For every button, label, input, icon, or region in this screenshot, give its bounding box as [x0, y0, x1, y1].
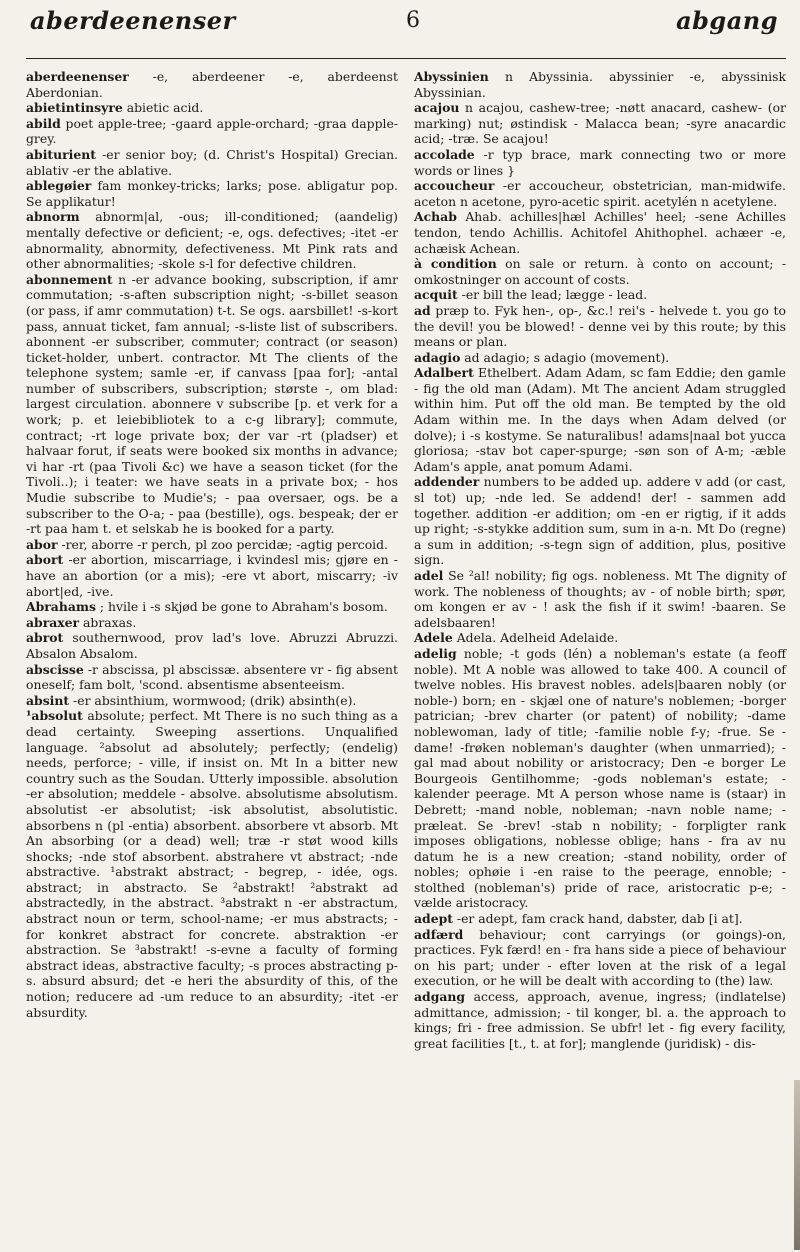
- headword: adelig: [414, 645, 457, 661]
- headword: adagio: [414, 349, 461, 365]
- definition: -er senior boy; (d. Christ's Hospital) Grecian. ablativ -er the ablative.: [26, 146, 398, 178]
- dictionary-entry: [26, 116, 398, 147]
- dictionary-entry: [26, 537, 398, 553]
- definition: n Abyssinia. abyssinier -e, abyssinisk Abyssinian.: [414, 69, 786, 100]
- headword: absint: [26, 692, 70, 708]
- dictionary-entry: [414, 630, 786, 646]
- right-column: [414, 69, 786, 1051]
- definition: Ethelbert. Adam Adam, sc fam Eddie; den gamle - fig the old man (Adam). Mt The ancient Adam struggled within him. Put off the old man. Be tempted by the old Adam within me. In the days when Adam delved (or dolve); i -s kostyme. Se naturalibus! adams|naal bot yucca gloriosa; -stav bot caper-spurge; -søn son of A-m; -æble Adam's apple, anat pomum Adami.: [414, 365, 786, 474]
- page-number: 6: [406, 8, 420, 33]
- dictionary-entry: [26, 552, 398, 599]
- headword: abor: [26, 536, 58, 552]
- definition: -er adept, fam crack hand, dabster, dab [i at].: [452, 911, 743, 927]
- definition: -e, aberdeener -e, aberdeenst Aberdonian.: [26, 69, 398, 100]
- dictionary-entry: [414, 646, 786, 911]
- dictionary-entry: [414, 178, 786, 209]
- dictionary-entry: [414, 350, 786, 366]
- dictionary-entry: [414, 568, 786, 630]
- definition: abraxas.: [79, 614, 137, 630]
- definition: poet apple-tree; -gaard apple-orchard; -graa dapple-grey.: [26, 115, 398, 147]
- dictionary-entry: [414, 69, 786, 100]
- dictionary-entry: [26, 615, 398, 631]
- definition: fam monkey-tricks; larks; pose. abligatur pop. Se applikatur!: [26, 178, 398, 209]
- headword: Adele: [414, 630, 453, 646]
- headword: accolade: [414, 146, 475, 162]
- dictionary-entry: [414, 474, 786, 568]
- definition: n acajou, cashew-tree; -nøtt anacard, cashew- (or marking) nut; østindisk - Malacca bean; -syre anacardic acid; -træ. Se acajou!: [414, 100, 786, 147]
- dictionary-entry: [26, 630, 398, 661]
- definition: -er absinthium, wormwood; (drik) absinth(e).: [69, 692, 357, 708]
- dictionary-entry: [414, 911, 786, 927]
- dictionary-entry: [414, 927, 786, 989]
- dictionary-entry: [414, 256, 786, 287]
- headword: Adalbert: [414, 365, 474, 381]
- headword: adfærd: [414, 926, 464, 942]
- headword: Achab: [414, 209, 457, 225]
- headword: abonnement: [26, 271, 113, 287]
- definition: n -er advance booking, subscription, if amr commutation; -s-aften subscription night; -s-billet season (or pass, if amr commutation) t-t. Se ogs. aarsbillet! -s-kort pass, annuat ticket, fam annual; -s-liste list of subscribers. abonnent -er subscriber, commuter; contract (or season) ticket-holder, unbert. contractor. Mt The clients of the telephone system; samle -er, if canvass [paa for]; -antal number of subscribers, subscription; største -, om blad: largest circulation. abonnere v subscribe [p. et verk for a work; p. et leiebibliotek to a c-g library]; commute, contract; -rt loge private box; der var -rt (pladser) et halvaar forut, if seats were booked six months in advance; vi har -rt (paa Tivoli &c) we have a season ticket (for the Tivoli..); i teater: we have seats in a private box; - hos Mudie subscribe to Mudie's; - paa oversaer, ogs. be a subscriber to the O-a; - paa (bestille), ogs. bespeak; der er -rt paa ham t. et selskab he is booked for a party.: [26, 271, 398, 537]
- dictionary-entry: [26, 599, 398, 615]
- definition: Ahab. achilles|hæl Achilles' heel; -sene Achilles tendon, tendo Achillis. Achitofel Ahithophel. achæer -e, achæisk Achean.: [414, 209, 786, 256]
- definition: -r abscissa, pl abscissæ. absentere vr - fig absent oneself; fam bolt, 'scond. absentisme absenteeism.: [26, 661, 398, 693]
- definition: southernwood, prov lad's love. Abruzzi Abruzzi. Absalon Absalom.: [26, 630, 398, 661]
- definition: abnorm|al, -ous; ill-conditioned; (aandelig) mentally defective or deficient; -e, ogs. defectives; -itet -er abnormality, abnormity, defectiveness. Mt Pink rats and other abnormalities; -skole s-l for defective children.: [26, 209, 398, 272]
- headword: abild: [26, 115, 61, 131]
- headword: ad: [414, 302, 431, 318]
- headword: abietintinsyre: [26, 100, 123, 116]
- dictionary-entry: [26, 708, 398, 1020]
- definition: -r typ brace, mark connecting two or more words or lines }: [414, 146, 786, 178]
- headword: Abyssinien: [414, 69, 489, 84]
- dictionary-entry: [414, 287, 786, 303]
- dictionary-entry: [414, 303, 786, 350]
- headword: acajou: [414, 100, 460, 116]
- definition: access, approach, avenue, ingress; (indlatelse) admittance, admission; - til konger, bl. a. the approach to kings; fri - free admission. Se ubfr! let - fig every facility, great facilities [t., t. at for]; manglende (juridisk) - dis-: [414, 989, 786, 1051]
- headword: abnorm: [26, 209, 80, 225]
- headword: addender: [414, 474, 480, 490]
- headword: adel: [414, 568, 444, 583]
- headword: Abrahams: [26, 599, 96, 615]
- headword: ¹absolut: [26, 708, 83, 724]
- right-guide-word: abgang: [676, 6, 778, 35]
- definition: Se ²al! nobility; fig ogs. nobleness. Mt The dignity of work. The nobleness of thoughts; av - of noble birth; spør, om kongen er av - ! ask the fish if it swim! -baaren. Se adelsbaaren!: [414, 568, 786, 630]
- dictionary-entry: [26, 178, 398, 209]
- definition: on sale or return. à conto on account; - omkostninger on account of costs.: [414, 256, 787, 287]
- dictionary-entry: [26, 272, 398, 537]
- definition: ad adagio; s adagio (movement).: [460, 349, 670, 365]
- headword: abrot: [26, 630, 64, 646]
- definition: Adela. Adelheid Adelaide.: [452, 630, 619, 646]
- dictionary-entry: [414, 100, 786, 147]
- dictionary-entry: [26, 147, 398, 178]
- headword: acquit: [414, 287, 458, 303]
- dictionary-entry: [26, 69, 398, 100]
- headword: à condition: [414, 256, 497, 272]
- dictionary-entry: [414, 209, 786, 256]
- definition: behaviour; cont carryings (or goings)-on, practices. Fyk færd! en - fra hans side a piece of behaviour on his part; under - efter loven at the risk of a legal execution, or he will be dealt with according to (the) law.: [414, 926, 786, 989]
- headword: ablegøier: [26, 178, 92, 194]
- dictionary-entry: [414, 989, 786, 1051]
- page-edge-shadow: [794, 1080, 800, 1250]
- headword: abscisse: [26, 661, 84, 677]
- dictionary-entry: [26, 100, 398, 116]
- definition: abietic acid.: [122, 100, 204, 116]
- columns: [26, 69, 786, 1051]
- definition: noble; -t gods (lén) a nobleman's estate (a feoff noble). Mt A noble was allowed to take 400. A council of twelve nobles. His bravest nobles. adels|baaren nobly (or noble-) born; en - skjæl one of nature's noblemen; -borger patrician; -brev charter (or patent) of nobility; -dame noblewoman, lady of title; -familie noble f-y; -frue. Se -dame! -frøken nobleman's daughter (when unmarried); -gal mad about nobility or aristocracy; Den -e borger Le Bourgeois Gentilhomme; -gods nobleman's estate; -kalender peerage. Mt A person whose name is (staar) in Debrett; -mand noble, nobleman; -navn noble name; -præleat. Se -brev! -stab n nobility; - forpligter rank imposes obligations, noblesse oblige; hans - fra av nu datum he is a new creation; -stand nobility, order of nobles; ophøie i -en raise to the peerage, ennoble; -stolthed (nobleman's) pride of race, aristocratic p-e; -vælde aristocracy.: [414, 645, 786, 911]
- definition: absolute; perfect. Mt There is no such thing as a dead certainty. Sweeping assertions. Unqualified language. ²absolut ad absolutely; perfectly; (endelig) needs, perforce; - ville, if insist on. Mt In a bitter new country such as the Soudan. Utterly impossible. absolution -er absolution; meddele - absolve. absolutisme absolutism. absolutist -er absolutist; -isk absolutist, absolutistic. absorbens n (pl -entia) absorbent. absorbere vt absorb. Mt An absorbing (or a dead) well; træ -r støt wood kills shocks; -nde stof absorbent. abstrahere vt abstract; -nde abstractive. ¹abstrakt abstract; - begrep, - idée, ogs. abstract; in abstracto. Se ²abstrakt! ²abstrakt ad abstractedly, in the abstract. ³abstrakt n -er abstractum, abstract noun or term, school-name; -er mus abstracts; - for konkret abstract for concrete. abstraktion -er abstraction. Se ³abstrakt! -s-evne a faculty of forming abstract ideas, abstractive faculty; -s proces abstracting p-s. absurd absurd; det -e heri the absurdity of this, of the notion; reducere ad -um reduce to an absurdity; -itet -er absurdity.: [26, 708, 398, 1020]
- headword: abiturient: [26, 146, 96, 162]
- left-column: [26, 69, 398, 1051]
- definition: præp to. Fyk hen-, op-, &c.! rei's - helvede t. you go to the devil! you be blowed! - denne vei by this route; by this means or plan.: [414, 302, 786, 350]
- dictionary-entry: [414, 365, 786, 474]
- definition: -er bill the lead; lægge - lead.: [457, 287, 648, 303]
- definition: -er accoucheur, obstetrician, man-midwife. aceton n acetone, pyro-acetic spirit. acetylén n acetylene.: [414, 178, 786, 209]
- headword: adept: [414, 911, 453, 927]
- headword: aberdeenenser: [26, 69, 129, 84]
- dictionary-entry: [414, 147, 786, 178]
- definition: ; hvile i -s skjød be gone to Abraham's bosom.: [95, 599, 388, 615]
- dictionary-entry: [26, 693, 398, 709]
- definition: numbers to be added up. addere v add (or cast, sl tot) up; -nde led. Se addend! der! - sammen add together. addition -er addition; om -en er rigtig, if it adds up right; -s-stykke addition sum, sum in a-n. Mt Do (regne) a sum in addition; -s-tegn sign of addition, plus, positive sign.: [414, 474, 786, 568]
- headword: accoucheur: [414, 178, 495, 194]
- headword: abort: [26, 552, 64, 568]
- definition: -er abortion, miscarriage, i kvindesl mis; gjøre en - have an abortion (or a mis); -ere vt abort, miscarry; -iv abort|ed, -ive.: [26, 552, 398, 599]
- left-guide-word: aberdeenenser: [30, 6, 236, 35]
- page-header: [26, 0, 786, 59]
- headword: abraxer: [26, 614, 80, 630]
- definition: -rer, aborre -r perch, pl zoo percidæ; -agtig percoid.: [57, 536, 388, 552]
- dictionary-entry: [26, 662, 398, 693]
- dictionary-entry: [26, 209, 398, 271]
- headword: adgang: [414, 989, 466, 1005]
